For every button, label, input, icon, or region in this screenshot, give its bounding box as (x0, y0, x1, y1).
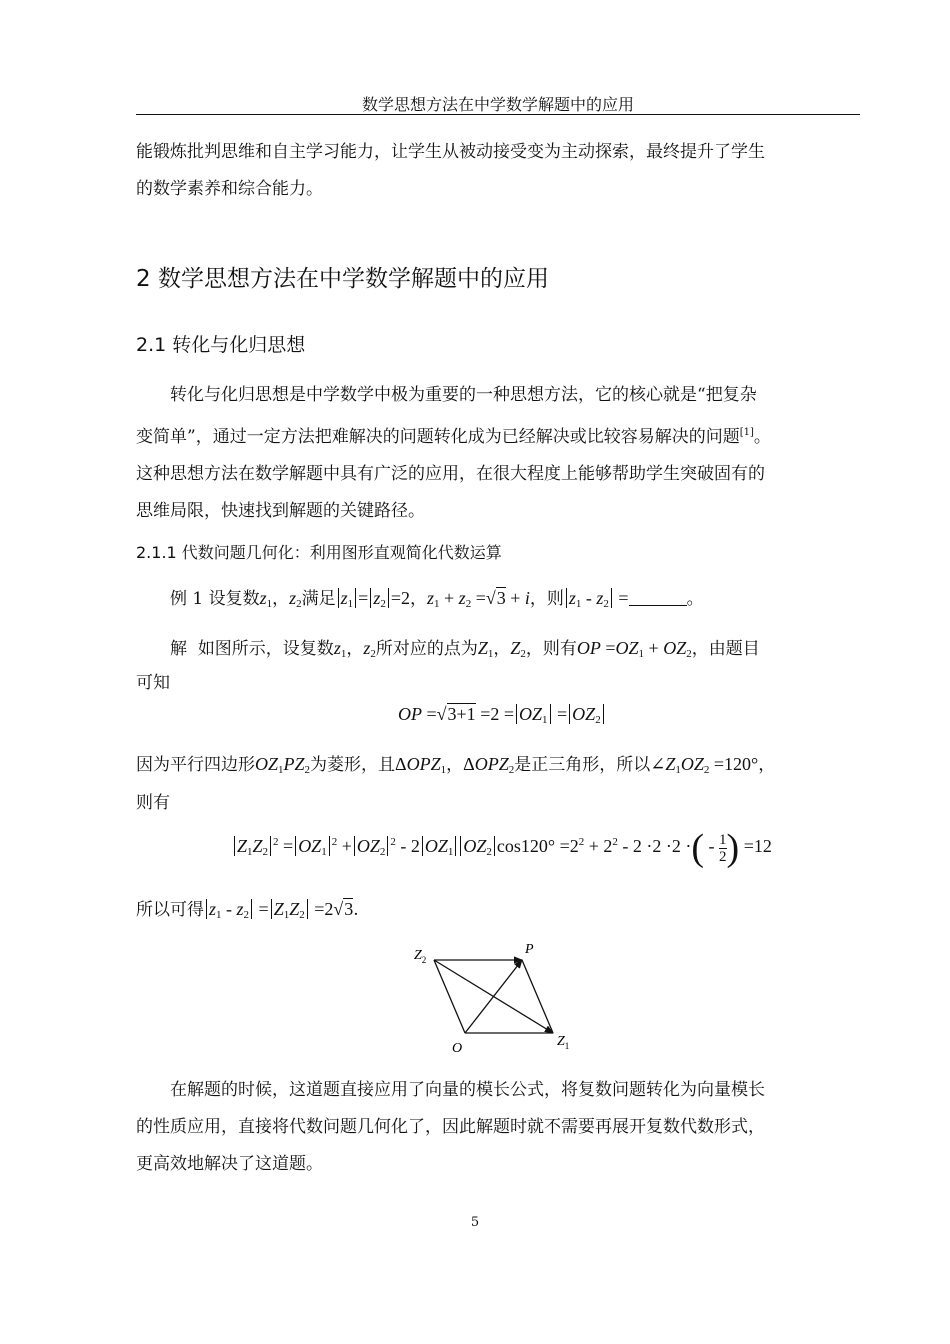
solution-label: 解 (170, 639, 187, 659)
conclusion-line-2: 的性质应用，直接将代数问题几何化了，因此解题时就不需要再展开复数代数形式， (136, 1117, 765, 1137)
label-o: O (452, 1041, 463, 1056)
para-line-3: 这种思想方法在数学解题中具有广泛的应用，在很大程度上能够帮助学生突破固有的 (136, 464, 765, 484)
rhombus-figure (400, 935, 590, 1060)
edge-z1-p (522, 960, 553, 1033)
subsection-heading: 2.1 转化与化归思想 (136, 334, 306, 356)
conversion-paragraph (136, 377, 860, 530)
solution-line-2: 可知 (136, 673, 170, 693)
header-rule (136, 114, 860, 115)
intro-line-1: 能锻炼批判思维和自主学习能力，让学生从被动接受变为主动探索，最终提升了学生 (136, 142, 765, 162)
intro-line-2: 的数学素养和综合能力。 (136, 179, 323, 199)
then-have: 则有 (136, 793, 170, 813)
running-header: 数学思想方法在中学数学解题中的应用 (361, 95, 634, 114)
equation-op: OP $=√3+1 =2 = OZ_1 = OZ_2$ (398, 704, 606, 726)
vector-z2-z1 (434, 960, 553, 1033)
intro-paragraph (136, 134, 860, 208)
conclusion-line-3: 更高效地解决了这道题。 (136, 1154, 323, 1174)
para-line-1: 转化与化归思想是中学数学中极为重要的一种思想方法，它的核心就是“把复杂 (170, 385, 757, 405)
para-line-2: 变简单”，通过一定方法把难解决的问题转化成为已经解决或比较容易解决的问题[1]。 (136, 427, 771, 447)
citation: [1] (739, 427, 754, 438)
edge-z2-o (434, 960, 465, 1033)
equation-cosine: $Z_1Z_2^2 = OZ_1^2 + OZ_2^2 - 2$ $OZ_1$ $OZ_2$ $\cos 120^\circ =2^2 + 2^2 - 2 \cdot 2 \cdot 2$ ·( - $\frac{1}{2}$ ) =12 (232, 826, 772, 870)
para-line-4: 思维局限，快速找到解题的关键路径。 (136, 501, 425, 521)
label-z2: $Z_2$ (414, 948, 427, 965)
label-p: P (525, 942, 534, 957)
rhombus-line: 因为平行四边形$OZ_1PZ_2$为菱形，且$\Delta OPZ_1$，$\Delta OPZ_2$是正三角形，所以$\angle Z_1OZ_2 =120^\circ$， (136, 754, 776, 776)
conclusion-paragraph (136, 1072, 860, 1183)
result-line: 所以可得 $z_1 - z_2 = Z_1Z_2 =2√3$. (136, 899, 359, 921)
label-z1: $Z_1$ (557, 1034, 570, 1051)
example-label: 例 1 设复数 (170, 589, 260, 609)
page-number: 5 (470, 1215, 480, 1230)
conclusion-line-1: 在解题的时候，这道题直接应用了向量的模长公式，将复数问题转化为向量模长 (170, 1080, 765, 1100)
example-1: 例 1 设复数$z_1$，$z_2$满足 $z_1 = z_2 =2$，$z_1 + z_2 =√3 + i$，则 $z_1 - z_2$ = 。 (170, 588, 704, 610)
section-heading: 2 数学思想方法在中学数学解题中的应用 (136, 266, 549, 292)
solution-line-1: 解 如图所示，设复数$z_1$，$z_2$所对应的点为$Z_1$，$Z_2$，则有OP $=OZ_1 + OZ_2$，由题目 (170, 638, 760, 660)
subsubsection-heading: 2.1.1 代数问题几何化：利用图形直观简化代数运算 (136, 543, 502, 562)
answer-blank (629, 589, 687, 606)
